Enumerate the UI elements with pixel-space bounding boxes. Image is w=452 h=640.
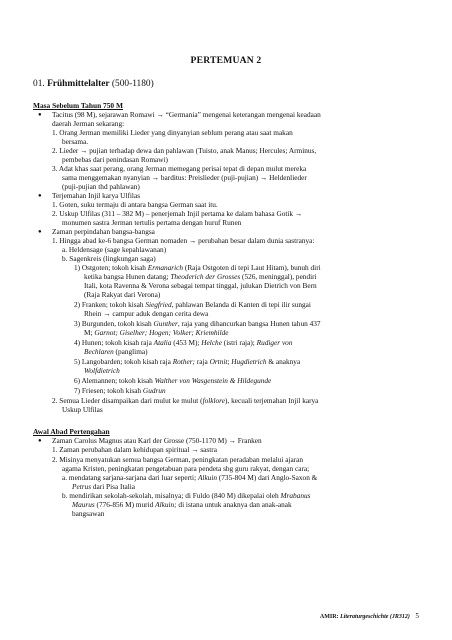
list-item: (Raja Rakyat dari Verona)	[84, 290, 161, 299]
list-item: b. mendirikan sekolah-sekolah, misalnya; di Fuldo (840 M) dikepalai oleh Mrabanus	[62, 491, 311, 500]
list-item: 3) Burgunden, tokoh kisah Gunther, raja yang dihancurkan bangsa Hunen tahun 437	[74, 319, 321, 328]
list-item: monumen sastra Jerman tertulis pertama dengan huruf Runen	[62, 218, 242, 227]
list-item: bersama.	[62, 137, 89, 146]
chapter-range: (500-1180)	[111, 79, 154, 89]
list-item: 1. Zaman perubahan dalam kehidupan spiritual → sastra	[52, 445, 217, 454]
list-item: (puji-pujian thd pahlawan)	[62, 182, 140, 191]
list-item: 1. Goten, suku termaju di antara bangsa German saat itu.	[52, 200, 218, 209]
page-number: 5	[415, 612, 419, 620]
list-item: agama Kristen, peningkatan pengetabuan para pendeta sbg guru rakyat, dengan cara;	[62, 464, 310, 473]
list-item: M; Garnot; Giselher; Hogen; Volker; Kriemhilde	[84, 328, 229, 337]
section-heading-before-750: Masa Sebelum Tahun 750 M	[33, 101, 123, 110]
list-item: 2. Lieder → pujian terhadap dewa dan pahlawan (Tuisto, anak Manus; Hercules; Arminus,	[52, 146, 317, 155]
list-item: ketika bangsa Hunen datang; Theoderich der Grosses (526, meninggal), pendiri	[84, 272, 317, 281]
list-item: 4) Hunen; tokoh kisah raja Atalia (453 M); Helche (istri raja); Rudiger von	[74, 338, 293, 347]
list-item: 2. Uskup Ulfilas (311 – 382 M) – penerjemah Injil pertama ke dalam bahasa Gotik →	[52, 209, 303, 218]
paragraph-line: Zaman Carolus Magnus atau Karl der Grosse (750-1170 M) → Franken	[52, 436, 262, 445]
list-item: Itali, kota Ravenna & Verona sebagai tempat tinggal, julukan Dietrich von Bern	[84, 281, 317, 290]
paragraph-line: Tacitus (98 M), sejarawan Romawi → “Germania” mengenai keterangan mengenai keadaan	[52, 110, 321, 119]
bullet-icon: ●	[38, 229, 42, 235]
paragraph-line: Zaman perpindahan bangsa-bangsa	[52, 227, 155, 236]
page-title: PERTEMUAN 2	[190, 55, 262, 66]
list-item: 1. Orang Jerman memiliki Lieder yang dinyanyian seblum perang atau saat makan	[52, 128, 293, 137]
list-item: 1. Hingga abad ke-6 bangsa German nomaden → perubahan besar dalam dunia sastranya:	[52, 236, 315, 245]
list-item: pembebas dari penindasan Romawi)	[62, 155, 168, 164]
paragraph-line: daerah Jerman sekarang:	[52, 119, 125, 128]
list-item: Bechlaren (panglima)	[84, 347, 148, 356]
list-item: a. mendatang sarjana-sarjana dari luar seperti; Alkuin (735-804 M) dari Anglo-Saxon &	[62, 473, 318, 482]
bullet-icon: ●	[38, 193, 42, 199]
chapter-name: Frühmittelalter	[47, 79, 110, 89]
page-footer	[320, 612, 419, 620]
list-item: Maurus (776-856 M) murid Alkuin; di istana untuk anaknya dan anak-anak	[72, 500, 292, 509]
footer-course: Literaturgeschichte (JR312)	[340, 614, 410, 620]
list-item: 7) Friesen; tokoh kisah Gudrun	[74, 386, 166, 395]
list-item: 1) Ostgoten; tokoh kisah Ermanarich (Raja Ostgoten di tepi Laut Hitam), bunuh diri	[74, 263, 321, 272]
list-item: 2) Franken; tokoh kisah Siegfried, pahlawan Belanda di Kanten di tepi ilir sungai	[74, 300, 311, 309]
paragraph-line: Terjemahan Injil karya Ulfilas	[52, 191, 141, 200]
list-item: bangsawan	[72, 509, 105, 518]
list-item: 2. Semua Lieder disampaikan dari mulut ke mulut (folklore), kecuali terjemahan Injil karya	[52, 396, 319, 405]
list-item: a. Heldensage (sage kepahlawanan)	[62, 245, 167, 254]
list-item: 6) Alemannen; tokoh kisah Walther von Wasgenstein & Hildegunde	[74, 376, 272, 385]
list-item: 5) Langobarden; tokoh kisah raja Rother; raja Ortnit; Hugdietrich & anaknya	[74, 357, 301, 366]
list-item: Rhein → campur aduk dengan cerita dewa	[84, 309, 209, 318]
list-item: 2. Misinya menyatukan semua bangsa German, peningkatan peradaban melalui ajaran	[52, 455, 304, 464]
list-item: 3. Adat khas saat perang, orang Jerman memegang perisai tepat di depan mulut mereka	[52, 164, 307, 173]
list-item: b. Sagenkreis (lingkungan saga)	[62, 254, 156, 263]
chapter-heading	[33, 79, 154, 89]
list-item: Petrus dari Pisa Italia	[72, 482, 136, 491]
section-heading-early-middle-ages: Awal Abad Pertengahan	[33, 427, 110, 436]
list-item: Wolfdietrich	[84, 366, 120, 375]
bullet-icon: ●	[38, 438, 42, 444]
bullet-icon: ●	[38, 112, 42, 118]
list-item: sama menggemakan nyanyian → barditus: Preislieder (puji-pujian) → Heldenlieder	[62, 173, 307, 182]
list-item: Uskup Ulfilas	[62, 405, 103, 414]
footer-author: AMIR:	[319, 614, 339, 620]
chapter-number: 01.	[33, 79, 45, 89]
